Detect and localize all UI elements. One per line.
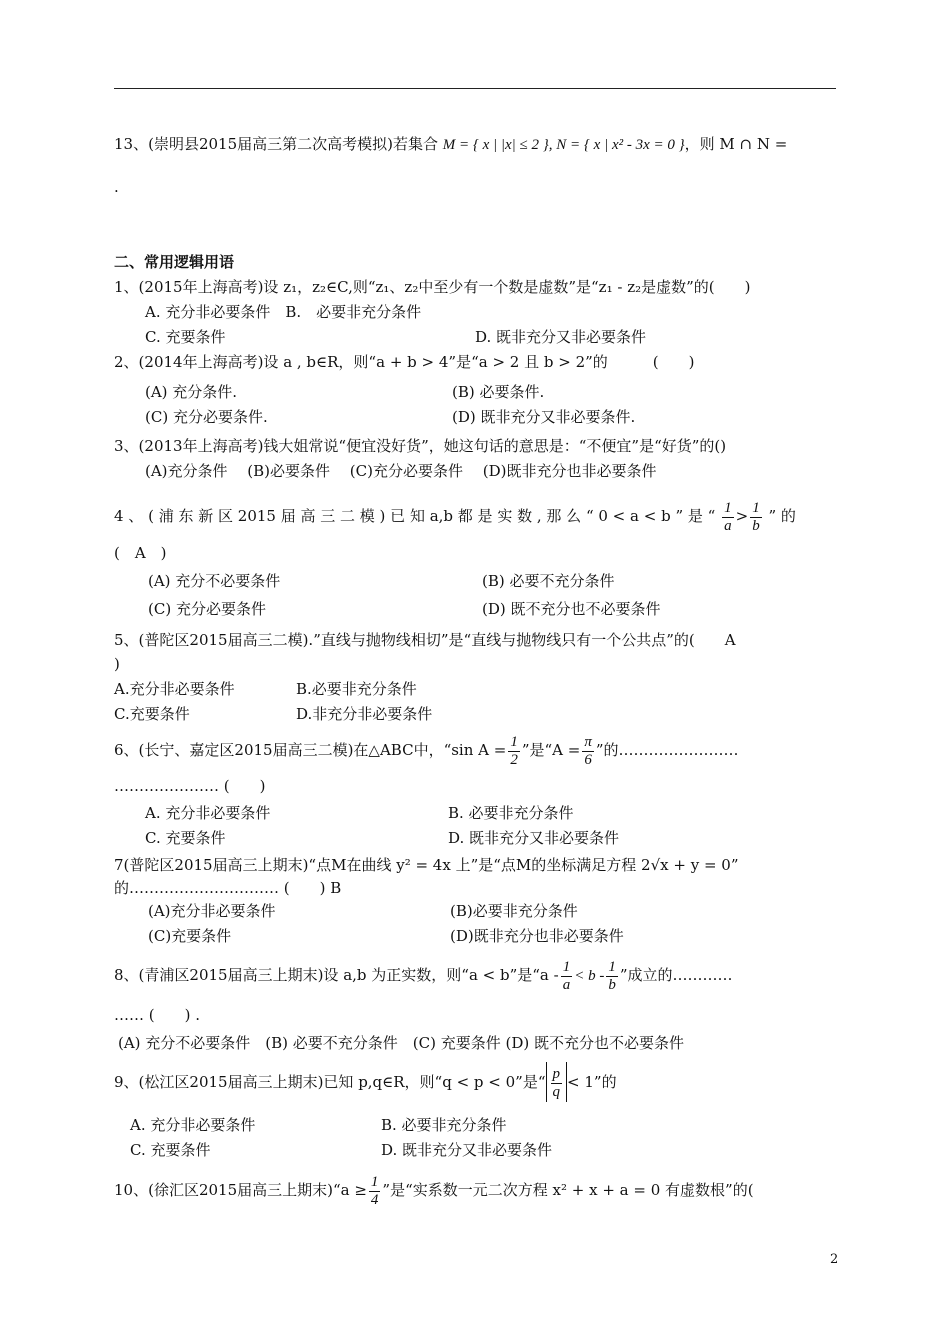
option-a: A. 充分非必要条件 (130, 1116, 256, 1134)
question-7-stem: 7(普陀区2015届高三上期末)“点M在曲线 y² = 4x 上”是“点M的坐标满足方程 2√x + y = 0” (114, 856, 739, 874)
denominator: 2 (510, 751, 518, 768)
option-c: C.充要条件 (114, 705, 190, 723)
question-text: ”是“实系数一元二次方程 x² + x + a = 0 有虚数根”的( (382, 1181, 754, 1199)
denominator: a (562, 976, 571, 993)
option-a: (A) 充分不必要条件 (148, 572, 281, 590)
fraction (551, 1066, 563, 1101)
header-rule (114, 88, 836, 89)
question-3-options: (A)充分条件 (B)必要条件 (C)充分必要条件 (D)既非充分也非必要条件 (145, 462, 657, 480)
option-b: B. 必要非充分条件 (448, 804, 574, 822)
fraction (606, 959, 618, 994)
question-text: < 1”的 (567, 1073, 617, 1091)
option-a: A.充分非必要条件 (114, 680, 235, 698)
question-text: ”是“A = (521, 741, 581, 759)
question-text: 4 、 ( 浦 东 新 区 2015 届 高 三 二 模 ) 已 知 a,b 都 是 实 数 , 那 么 “ 0 < a < b ” 是 “ (114, 507, 716, 525)
question-8-options: (A) 充分不必要条件 (B) 必要不充分条件 (C) 充要条件 (D) 既不充分也不必要条件 (118, 1034, 685, 1052)
option-a: A. 充分非必要条件 (145, 804, 271, 822)
absolute-value (546, 1062, 568, 1102)
option-a: (A) 充分条件. (145, 383, 238, 401)
section-title: 二、常用逻辑用语 (114, 253, 235, 271)
question-text: 8、(青浦区2015届高三上期末)设 a,b 为正实数，则“a < b”是“a - (114, 966, 559, 984)
numerator: 1 (510, 733, 518, 750)
question-text: 13、(崇明县2015届高三第二次高考模拟)若集合 (114, 135, 438, 153)
option-d: D.非充分非必要条件 (296, 705, 433, 723)
question-9-stem (114, 1062, 617, 1102)
denominator: a (724, 517, 732, 534)
question-text: ”的…………………… (595, 741, 739, 759)
fraction (582, 734, 594, 769)
option-d: D. 既非充分又非必要条件 (448, 829, 620, 847)
option-a-b: A. 充分非必要条件 B. 必要非充分条件 (145, 303, 422, 321)
question-1-stem: 1、(2015年上海高考)设 z₁，z₂∈C,则“z₁、z₂中至少有一个数是虚数”是“z₁ - z₂是虚数”的( ) (114, 278, 751, 296)
math-expression: < b - (574, 968, 605, 984)
option-c: (C)充要条件 (148, 927, 232, 945)
question-13-blank: . (114, 178, 119, 196)
fraction (561, 959, 573, 994)
numerator: 1 (608, 958, 616, 975)
question-text: 10、(徐汇区2015届高三上期末)“a ≥ (114, 1181, 367, 1199)
math-expression: , N = { x | x² - 3x = 0 } (548, 137, 685, 153)
question-text: ”成立的………… (619, 966, 733, 984)
option-c: C. 充要条件 (145, 328, 226, 346)
option-c: C. 充要条件 (145, 829, 226, 847)
option-c: (C) 充分必要条件. (145, 408, 268, 426)
numerator: p (552, 1065, 561, 1082)
denominator: 6 (584, 751, 592, 768)
math-expression: M = { x | |x| ≤ 2 } (442, 137, 549, 153)
question-5-stem-end: ) (114, 655, 120, 673)
numerator: 1 (562, 958, 571, 975)
option-c: (C) 充分必要条件 (148, 600, 266, 618)
fraction (369, 1174, 381, 1209)
option-d: D. 既非充分又非必要条件 (475, 328, 647, 346)
question-8-stem (114, 955, 733, 996)
question-text: 6、(长宁、嘉定区2015届高三二模)在△ABC中，“sin A = (114, 741, 507, 759)
answer-label: ( A ) (114, 544, 167, 562)
option-b: B.必要非充分条件 (296, 680, 417, 698)
question-8-stem-end: …… ( ) . (114, 1006, 201, 1024)
denominator: 4 (370, 1191, 379, 1208)
question-10-stem (114, 1170, 754, 1210)
question-text: ，则 M ∩ N = (684, 135, 788, 153)
option-b: (B) 必要条件. (452, 383, 545, 401)
numerator: 1 (370, 1173, 379, 1190)
option-d: (D) 既不充分也不必要条件 (482, 600, 661, 618)
question-6-stem-end: ………………… ( ) (114, 777, 266, 795)
option-d: (D) 既非充分又非必要条件. (452, 408, 636, 426)
page-number: 2 (830, 1252, 839, 1267)
denominator: q (552, 1083, 561, 1100)
question-3-stem: 3、(2013年上海高考)钱大姐常说“便宜没好货”，她这句话的意思是：“不便宜”是“好货”的() (114, 437, 727, 455)
question-7-stem-end: 的………………………… ( ) B (114, 879, 342, 897)
question-text: 9、(松江区2015届高三上期末)已知 p,q∈R，则“q < p < 0”是“ (114, 1073, 546, 1091)
option-d: (D)既非充分也非必要条件 (450, 927, 624, 945)
question-6-stem (114, 730, 739, 770)
fraction (750, 500, 762, 535)
option-b: (B) 必要不充分条件 (482, 572, 615, 590)
numerator: 1 (752, 499, 760, 516)
question-5-stem: 5、(普陀区2015届高三二模).”直线与抛物线相切”是“直线与抛物线只有一个公共点”的( A (114, 631, 736, 649)
question-2-stem: 2、(2014年上海高考)设 a , b∈R，则“a + b > 4”是“a > 2 且 b > 2”的 ( ) (114, 353, 695, 371)
fraction (508, 734, 520, 769)
numerator: π (584, 733, 592, 750)
operator: > (735, 507, 749, 525)
question-13 (114, 134, 787, 155)
denominator: b (608, 976, 616, 993)
denominator: b (752, 517, 760, 534)
fraction (722, 500, 734, 535)
question-4-stem (114, 496, 796, 536)
option-a: (A)充分非必要条件 (148, 902, 276, 920)
option-b: B. 必要非充分条件 (381, 1116, 507, 1134)
option-b: (B)必要非充分条件 (450, 902, 578, 920)
option-c: C. 充要条件 (130, 1141, 211, 1159)
option-d: D. 既非充分又非必要条件 (381, 1141, 553, 1159)
question-text: ” 的 (768, 507, 796, 525)
numerator: 1 (724, 499, 732, 516)
